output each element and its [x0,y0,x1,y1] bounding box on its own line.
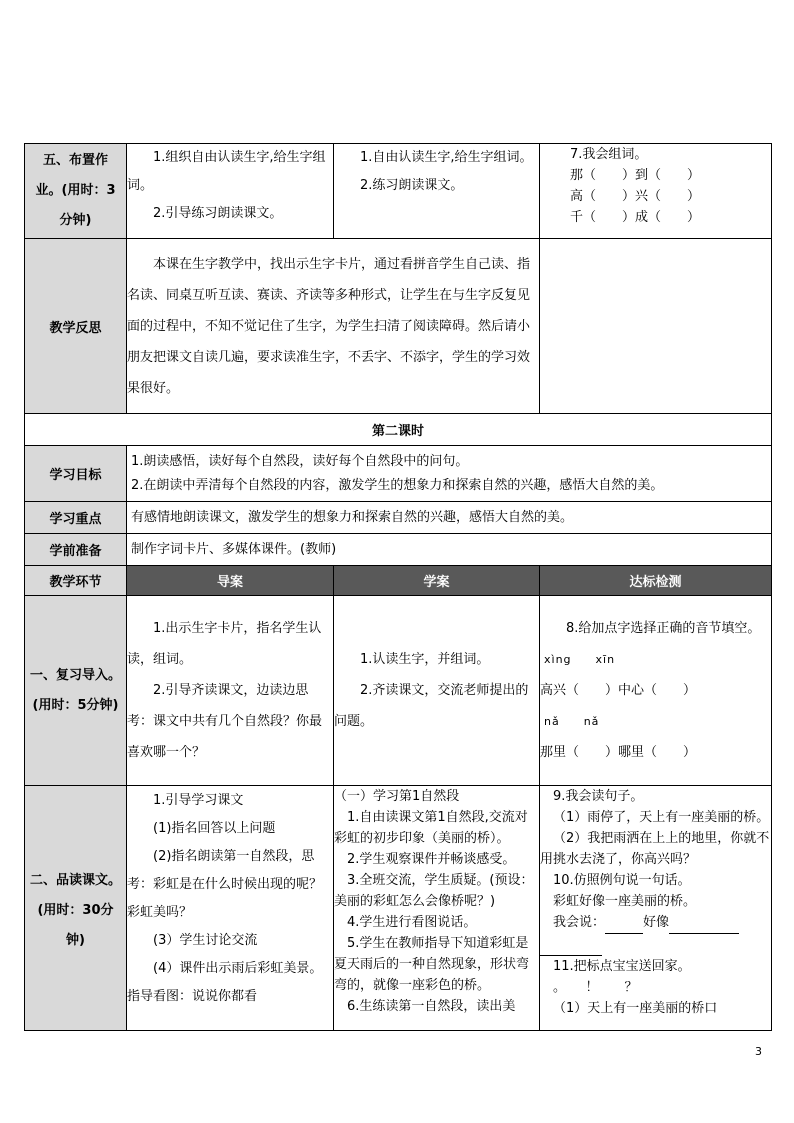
second-lesson-title: 第二课时 [25,414,772,446]
header-guide: 导案 [127,566,334,596]
reflection-empty [540,239,772,414]
blank-3 [540,934,602,956]
prep-text: 制作字词卡片、多媒体课件。(教师) [127,534,772,566]
second-lesson-row [25,414,772,446]
reading-row [25,786,772,1031]
review-row [25,596,772,786]
homework-row [25,144,772,239]
blank-3-line [540,934,771,956]
review-check: 8.给加点字选择正确的音节填空。 xìng xīn 高兴（ ）中心（ ） nǎ nǎ 那里（ ）哪里（ ） [540,596,772,786]
header-stage: 教学环节 [25,566,127,596]
review-study: 1.认读生字，并组词。 2.齐读课文，交流老师提出的问题。 [334,596,540,786]
reading-study: （一）学习第1自然段 1.自由读课文第1自然段,交流对彩虹的初步印象（美丽的桥）。 2.学生观察课件并畅谈感受。 3.全班交流，学生质疑。(预设：美丽的彩虹怎么会像桥呢？) 4.学生进行看图说话。 5.学生在教师指导下知道彩虹是夏天雨后的一种自然现象，形状弯弯的，就像一座彩色的桥。 6.生练读第一自然段，读出美 [334,786,540,1031]
reading-check: 9.我会读句子。 （1）雨停了，天上有一座美丽的桥。 （2）我把雨洒在上上的地里，你就不用挑水去浇了，你高兴吗？ 10.仿照例句说一句话。 彩虹好像一座美丽的桥。 我会说： 好像 11.把标点宝宝送回家。 。 ！ ？ （1）天上有一座美丽的桥口 [540,786,772,1031]
reflection-text: 本课在生字教学中，找出示生字卡片，通过看拼音学生自己读、指名读、同桌互听互读、赛读、齐读等多种形式，让学生在与生字反复见面的过程中，不知不觉记住了生字，为学生扫清了阅读障碍。然后请小朋友把课文自读几遍，要求读准生字，不丢字、不添字，学生的学习效果很好。 [127,256,531,396]
review-guide: 1.出示生字卡片，指名学生认读，组词。 2.引导齐读课文，边读边思考：课文中共有几个自然段？你最喜欢哪一个？ [127,596,334,786]
focus-row [25,502,772,534]
objectives-cell: 1.朗读感悟，读好每个自然段，读好每个自然段中的问句。 2.在朗读中弄清每个自然段的内容，激发学生的想象力和探索自然的兴趣，感悟大自然的美。 [127,446,772,502]
fill-in-sentence: 我会说： 好像 [540,912,771,934]
homework-label: 五、布置作 业。(用时：3 分钟) [25,144,127,239]
objectives-row [25,446,772,502]
header-check: 达标检测 [540,566,772,596]
reading-guide: 1.引导学习课文 (1)指名回答以上问题 (2)指名朗读第一自然段，思考：彩虹是在什么时候出现的呢？彩虹美吗？ (3）学生讨论交流 (4）课件出示雨后彩虹美景。指导看图：说说你都看 [127,786,334,1031]
objectives-label: 学习目标 [25,446,127,502]
focus-text: 有感情地朗读课文，激发学生的想象力和探索自然的兴趣，感悟大自然的美。 [127,502,772,534]
reading-label: 二、品读课文。 (用时：30分 钟) [25,786,127,1031]
homework-check: 7.我会组词。 那（ ）到（ ） 高（ ）兴（ ） 千（ ）成（ ） [540,144,772,239]
header-study: 学案 [334,566,540,596]
homework-guide: 1.组织自由认读生字,给生字组词。 2.引导练习朗读课文。 [127,144,334,239]
blank-2 [669,912,739,934]
reflection-text-cell [127,239,540,414]
reflection-label: 教学反思 [25,239,127,414]
review-label: 一、复习导入。 (用时：5分钟) [25,596,127,786]
prep-label: 学前准备 [25,534,127,566]
focus-label: 学习重点 [25,502,127,534]
lesson-plan-table [24,143,772,1031]
blank-1 [605,912,643,934]
page-number: 3 [755,1045,762,1058]
prep-row [25,534,772,566]
reflection-row [25,239,772,414]
homework-study: 1.自由认读生字,给生字组词。 2.练习朗读课文。 [334,144,540,239]
column-header-row [25,566,772,596]
